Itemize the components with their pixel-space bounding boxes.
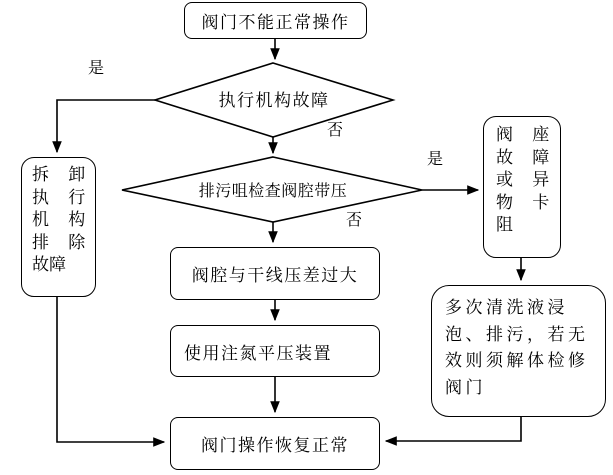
node-restore: 阀门操作恢复正常 xyxy=(170,417,380,470)
branch-label-yes-1: 是 xyxy=(88,60,105,77)
arrow-clean-to-restore xyxy=(386,417,521,441)
node-seat-fault-line: 阀 座 xyxy=(496,125,550,144)
node-remove-actuator xyxy=(21,157,96,297)
arrow-removeactuator-to-restore xyxy=(57,297,164,442)
node-clean-line: 阀门 xyxy=(445,377,486,397)
branch-label-yes-2: 是 xyxy=(427,151,444,168)
node-seat-fault xyxy=(483,116,561,258)
node-remove-actuator-line: 机 构 xyxy=(32,210,86,229)
node-seat-fault-line: 或 异 xyxy=(496,170,550,189)
node-pressure-diff: 阀腔与干线压差过大 xyxy=(170,247,380,300)
node-clean xyxy=(431,285,606,417)
node-seat-fault-line: 故 障 xyxy=(496,147,550,167)
node-clean-line: 多次清洗液浸 xyxy=(445,298,568,317)
decision-cavity-label: 排污咀检查阀腔带压 xyxy=(198,182,348,200)
node-start: 阀门不能正常操作 xyxy=(184,2,367,39)
decision-actuator-label: 执行机构故障 xyxy=(218,90,330,110)
node-remove-actuator-line: 故障 xyxy=(32,255,66,274)
node-seat-fault-line: 阻 xyxy=(496,215,513,234)
arrow-decision1-yes-left xyxy=(57,100,155,152)
node-clean-line: 效则须解体检修 xyxy=(445,351,589,370)
node-remove-actuator-line: 拆 卸 xyxy=(32,165,86,184)
branch-label-no-2: 否 xyxy=(346,212,363,229)
branch-label-no-1: 否 xyxy=(327,122,344,139)
node-seat-fault-line: 物 卡 xyxy=(496,192,550,212)
node-remove-actuator-line: 执 行 xyxy=(32,187,86,207)
node-remove-actuator-line: 排 除 xyxy=(32,232,86,252)
node-nitrogen: 使用注氮平压装置 xyxy=(170,325,380,377)
node-clean-line: 泡、排污，若无 xyxy=(445,324,589,344)
